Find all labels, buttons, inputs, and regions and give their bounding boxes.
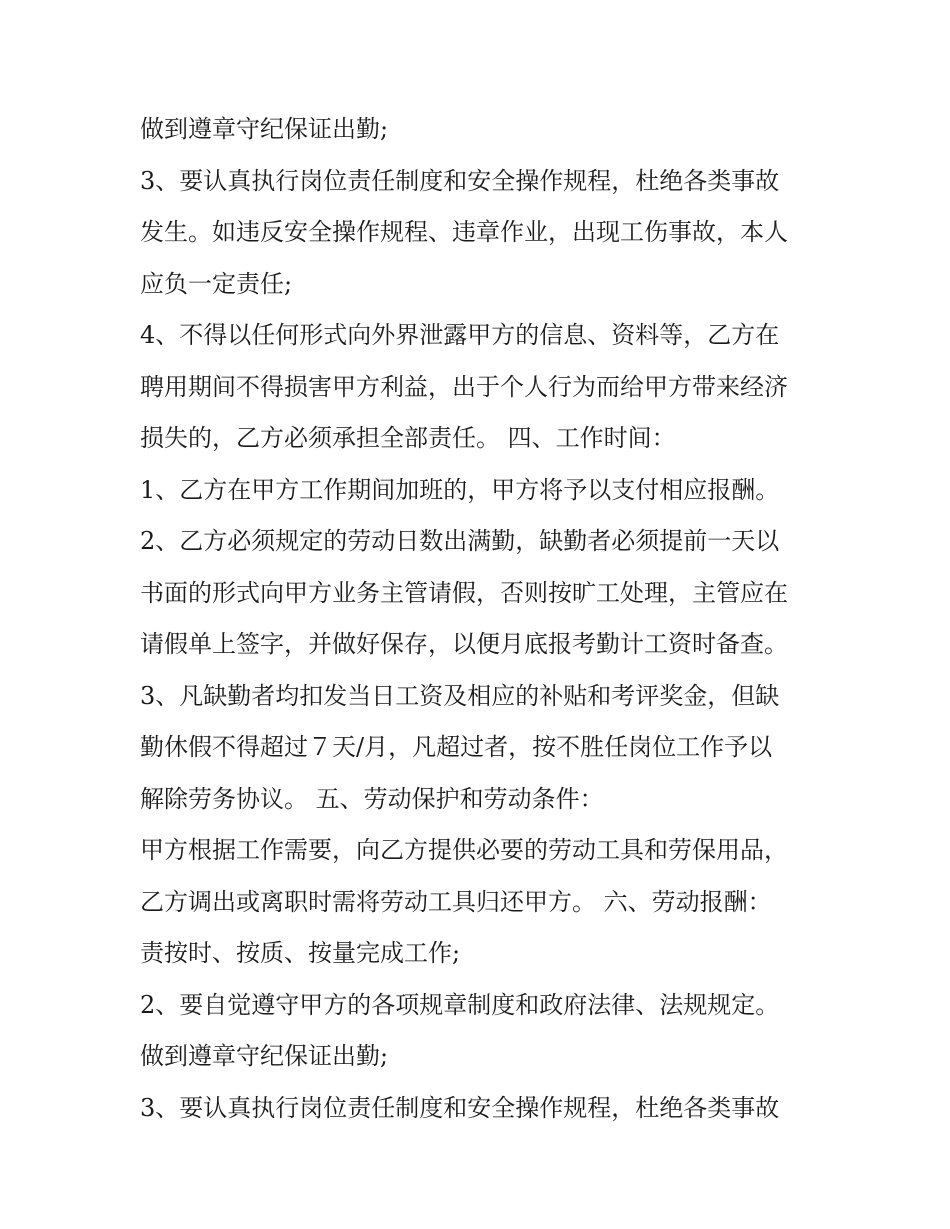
text-line: 聘用期间不得损害甲方利益，出于个人行为而给甲方带来经济 bbox=[140, 372, 788, 401]
document-body bbox=[140, 104, 840, 1134]
text-line: 责按时、按质、按量完成工作; bbox=[140, 939, 461, 967]
text-line: 应负一定责任; bbox=[140, 269, 293, 298]
text-line: 3、凡缺勤者均扣发当日工资及相应的补贴和考评奖金，但缺 bbox=[140, 681, 780, 710]
text-line: 解除劳务协议。 五、劳动保护和劳动条件： bbox=[140, 784, 604, 813]
text-line: 发生。如违反安全操作规程、违章作业，出现工伤事故，本人 bbox=[140, 218, 788, 246]
text-line: 2、要自觉遵守甲方的各项规章制度和政府法律、法规规定。 bbox=[140, 990, 780, 1019]
text-line: 甲方根据工作需要，向乙方提供必要的劳动工具和劳保用品， bbox=[140, 836, 788, 864]
text-line: 2、乙方必须规定的劳动日数出满勤，缺勤者必须提前一天以 bbox=[140, 527, 780, 555]
text-line: 1、乙方在甲方工作期间加班的，甲方将予以支付相应报酬。 bbox=[140, 475, 780, 504]
text-line: 乙方调出或离职时需将劳动工具归还甲方。 六、劳动报酬： bbox=[140, 887, 772, 916]
text-line: 书面的形式向甲方业务主管请假，否则按旷工处理，主管应在 bbox=[140, 578, 788, 607]
text-line: 做到遵章守纪保证出勤; bbox=[140, 115, 389, 143]
text-line: 勤休假不得超过７天/月，凡超过者，按不胜任岗位工作予以 bbox=[140, 733, 773, 761]
text-line: 3、要认真执行岗位责任制度和安全操作规程，杜绝各类事故 bbox=[140, 166, 780, 195]
text-line: 请假单上签字，并做好保存，以便月底报考勤计工资时备查。 bbox=[140, 630, 788, 658]
text-line: 4、不得以任何形式向外界泄露甲方的信息、资料等，乙方在 bbox=[140, 321, 780, 349]
text-line: 做到遵章守纪保证出勤; bbox=[140, 1042, 389, 1070]
text-line: 3、要认真执行岗位责任制度和安全操作规程，杜绝各类事故 bbox=[140, 1093, 780, 1122]
text-line: 损失的，乙方必须承担全部责任。 四、工作时间： bbox=[140, 424, 676, 452]
